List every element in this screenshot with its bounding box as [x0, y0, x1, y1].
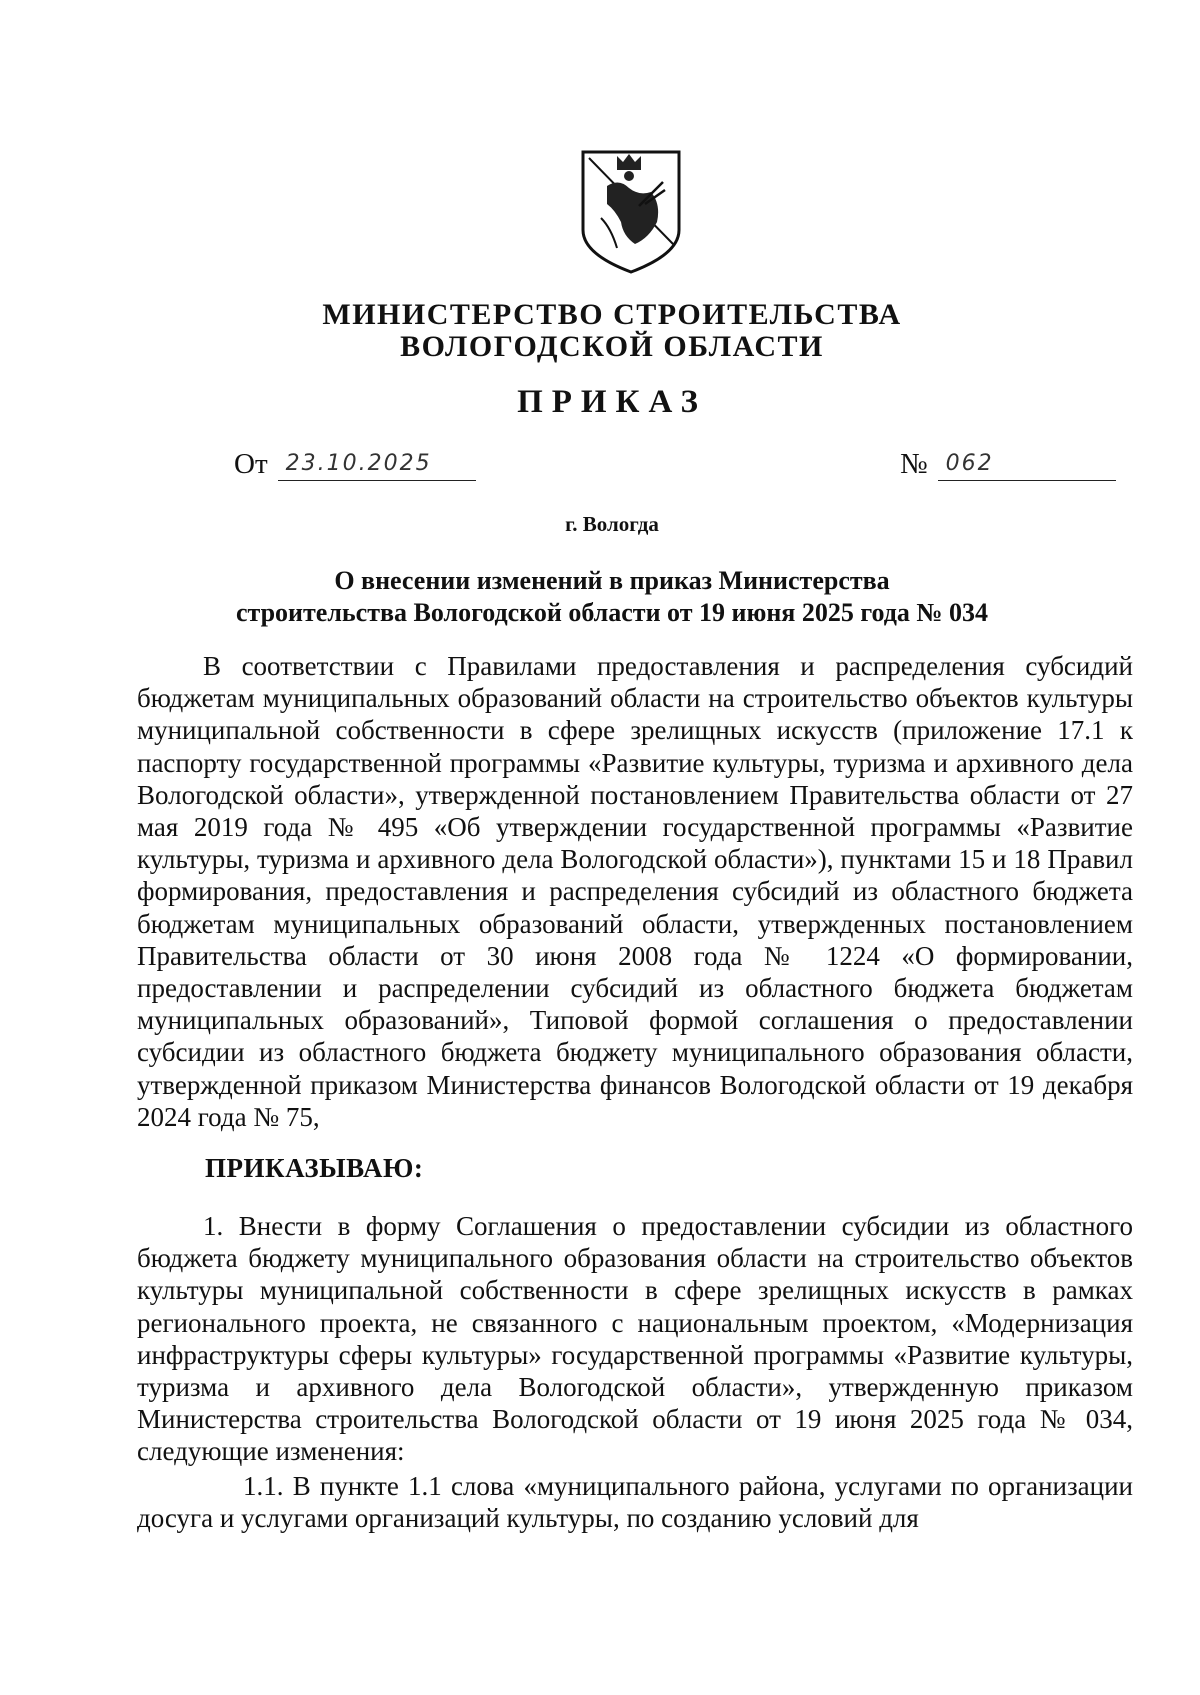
ministry-name-line1: МИНИСТЕРСТВО СТРОИТЕЛЬСТВА [322, 298, 902, 331]
document-type-title: ПРИКАЗ [517, 384, 707, 420]
subject-line2: строительства Вологодской области от 19 июня 2025 года № 034 [235, 598, 989, 627]
subject-line1: О внесении изменений в приказ Министерства [334, 566, 890, 595]
preamble-paragraph: В соответствии с Правилами предоставления и распределения субсидий бюджетам муниципальных образований области на строительство объектов культуры муниципальной собственности в сфере зрелищных искусств (приложение 17.1 к паспорту государственной программы «Развитие культуры, туризма и архивного дела Вологодской области», утвержденной постановлением Правительства области от 27 мая 2019 года № 495 «Об утверждении государственной программы «Развитие культуры, туризма и архивного дела Вологодской области»), пунктами 15 и 18 Правил формирования, предоставления и распределения субсидий из областного бюджета бюджетам муниципальных образований области, утвержденных постановлением Правительства области от 30 июня 2008 года № 1224 «О формировании, предоставлении и распределении субсидий из областного бюджета бюджетам муниципальных образований», Типовой формой соглашения о предоставлении субсидии из областного бюджета бюджету муниципального образования области, утвержденной приказом Министерства финансов Вологодской области от 19 декабря 2024 года № 75, [137, 651, 1133, 1132]
date-field [234, 448, 476, 481]
order-item-1-1: 1.1. В пункте 1.1 слова «муниципального района, услугами по организации досуга и услугами организаций культуры, по созданию условий для [137, 1471, 1133, 1534]
date-value: 23.10.2025 [278, 450, 476, 481]
date-label: От [234, 448, 268, 480]
ministry-name-line2: ВОЛОГОДСКОЙ ОБЛАСТИ [400, 330, 824, 363]
number-field [900, 448, 1116, 481]
order-item-1: 1. Внести в форму Соглашения о предоставлении субсидии из областного бюджета бюджету муниципального образования области на строительство объектов культуры муниципальной собственности в сфере зрелищных искусств в рамках регионального проекта, не связанного с национальным проектом, «Модернизация инфраструктуры сферы культуры» государственной программы «Развитие культуры, туризма и архивного дела Вологодской области», утвержденную приказом Министерства строительства Вологодской области от 19 июня 2025 года № 034, следующие изменения: [137, 1211, 1133, 1467]
number-label: № [900, 448, 928, 480]
number-value: 062 [938, 450, 1116, 481]
coat-of-arms-icon [579, 148, 683, 276]
city-line: г. Вологда [565, 512, 659, 536]
order-word: ПРИКАЗЫВАЮ: [205, 1153, 424, 1183]
